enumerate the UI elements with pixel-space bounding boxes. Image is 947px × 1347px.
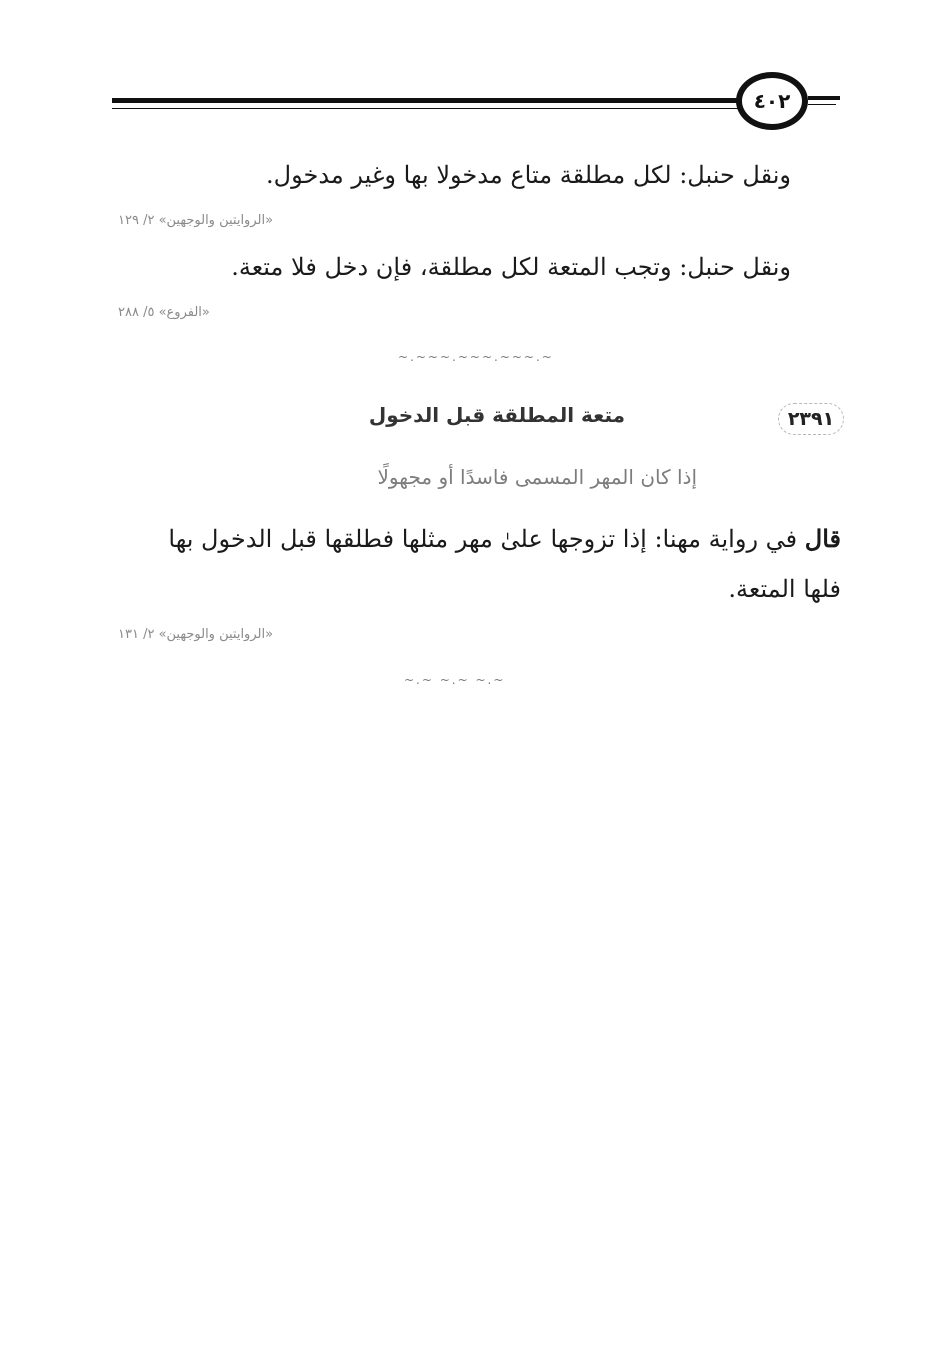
header-rule-tail (808, 96, 840, 100)
header-rule-tail-thin (808, 104, 836, 105)
section-body-line-2: فلها المتعة. (728, 575, 841, 603)
header-rule-thin (112, 108, 752, 109)
end-ornament: ~.~ ~.~ ~.~ (404, 673, 506, 687)
section-title: متعة المطلقة قبل الدخول (368, 403, 625, 427)
page-number: ٤٠٢ (753, 89, 791, 113)
section-divider-ornament: ~.~~~.~~~.~~~.~ (398, 350, 554, 364)
header-rule (112, 98, 752, 103)
section-source: «الروايتين والوجهين» ٢/ ١٣١ (118, 627, 274, 642)
entry-2-source: «الفروع» ٥/ ٢٨٨ (118, 305, 210, 320)
section-body-line-1 (168, 522, 841, 556)
section-number-badge (778, 403, 844, 435)
page-number-badge (736, 72, 808, 130)
entry-2-text: ونقل حنبل: وتجب المتعة لكل مطلقة، فإن دخل فلا متعة. (231, 253, 791, 281)
entry-1-text: ونقل حنبل: لكل مطلقة متاع مدخولا بها وغير مدخول. (266, 161, 791, 189)
section-subtitle: إذا كان المهر المسمى فاسدًا أو مجهولًا (377, 465, 697, 489)
section-lead-word: قال (804, 524, 841, 553)
section-number: ٢٣٩١ (787, 408, 835, 430)
entry-1-source: «الروايتين والوجهين» ٢/ ١٢٩ (118, 213, 274, 228)
section-body-text: في رواية مهنا: إذا تزوجها علىٰ مهر مثلها فطلقها قبل الدخول بها (168, 525, 805, 553)
